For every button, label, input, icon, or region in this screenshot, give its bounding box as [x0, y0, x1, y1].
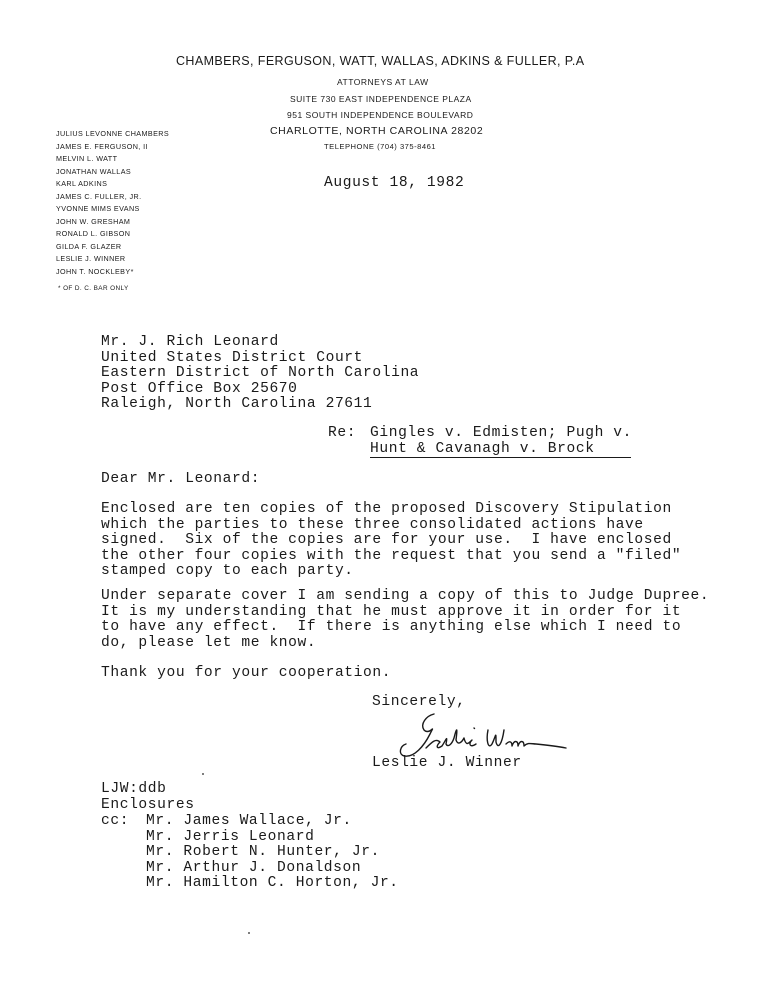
paragraph-line: do, please let me know. [101, 634, 317, 651]
body-paragraph-1 [101, 502, 681, 580]
address-line: United States District Court [101, 349, 364, 366]
address-line: Raleigh, North Carolina 27611 [101, 396, 373, 413]
attorney-name: JULIUS LEVONNE CHAMBERS [56, 129, 170, 138]
attorney-name: LESLIE J. WINNER [56, 254, 126, 264]
typist-initials: LJW:ddb [101, 781, 167, 797]
letter-date: August 18, 1982 [324, 175, 465, 191]
salutation: Dear Mr. Leonard: [101, 471, 261, 487]
attorney-name: KARL ADKINS [56, 179, 108, 189]
paragraph-line: the other four copies with the request that you send a "filed" [101, 547, 682, 564]
paragraph-line: Enclosed are ten copies of the proposed Discovery Stipulation [101, 501, 672, 517]
body-paragraph-3 [101, 666, 391, 682]
attorney-name: JAMES C. FULLER, JR. [56, 191, 142, 201]
body-paragraph-2 [101, 589, 709, 651]
address-line: Post Office Box 25670 [101, 380, 298, 397]
re-label: Re: [328, 425, 357, 441]
address-line: Eastern District of North Carolina [101, 365, 420, 382]
cc-list [146, 814, 399, 892]
closing: Sincerely, [372, 694, 466, 710]
paragraph-line: It is my understanding that he must approve it in order for it [101, 603, 682, 620]
signer-name: Leslie J. Winner [372, 755, 522, 771]
paragraph-line: which the parties to these three consolidated actions have [101, 516, 644, 533]
paragraph-line: Under separate cover I am sending a copy of this to Judge Dupree. [101, 588, 710, 604]
scan-speck [202, 773, 204, 775]
attorney-name: JOHN T. NOCKLEBY* [56, 267, 134, 277]
firm-suite: SUITE 730 EAST INDEPENDENCE PLAZA [290, 94, 472, 104]
attorney-name: RONALD L. GIBSON [56, 229, 131, 239]
bar-note: * OF D. C. BAR ONLY [58, 285, 129, 292]
firm-telephone: TELEPHONE (704) 375-8461 [324, 142, 437, 151]
attorney-name: YVONNE MIMS EVANS [56, 204, 140, 214]
paragraph-line: signed. Six of the copies are for your use. I have enclosed [101, 532, 672, 549]
enclosures-note: Enclosures [101, 797, 195, 813]
firm-subtitle: ATTORNEYS AT LAW [337, 77, 429, 87]
cc-recipient: Mr. Arthur J. Donaldson [146, 859, 362, 876]
firm-name: CHAMBERS, FERGUSON, WATT, WALLAS, ADKINS & FULLER, P.A [176, 54, 585, 68]
firm-street: 951 SOUTH INDEPENDENCE BOULEVARD [287, 110, 474, 120]
cc-label: cc: [101, 813, 130, 829]
attorney-name: JONATHAN WALLAS [56, 166, 132, 176]
paragraph-line: Thank you for your cooperation. [101, 665, 392, 681]
attorney-roster [56, 128, 169, 279]
attorney-name: MELVIN L. WATT [56, 154, 118, 164]
re-subject [370, 426, 632, 458]
firm-city: CHARLOTTE, NORTH CAROLINA 28202 [270, 125, 484, 137]
paragraph-line: to have any effect. If there is anything else which I need to [101, 619, 682, 636]
attorney-name: JAMES E. FERGUSON, II [56, 141, 148, 151]
cc-recipient: Mr. Robert N. Hunter, Jr. [146, 844, 380, 861]
cc-recipient: Mr. Jerris Leonard [146, 828, 315, 845]
re-line-2: Hunt & Cavanagh v. Brock [370, 442, 631, 458]
cc-recipient: Mr. James Wallace, Jr. [146, 813, 352, 829]
attorney-name: GILDA F. GLAZER [56, 241, 122, 251]
paragraph-line: stamped copy to each party. [101, 563, 354, 580]
recipient-address [101, 335, 419, 413]
scan-speck [248, 932, 250, 934]
address-line: Mr. J. Rich Leonard [101, 334, 279, 350]
attorney-name: JOHN W. GRESHAM [56, 216, 131, 226]
re-line-1: Gingles v. Edmisten; Pugh v. [370, 425, 633, 441]
cc-recipient: Mr. Hamilton C. Horton, Jr. [146, 875, 399, 892]
